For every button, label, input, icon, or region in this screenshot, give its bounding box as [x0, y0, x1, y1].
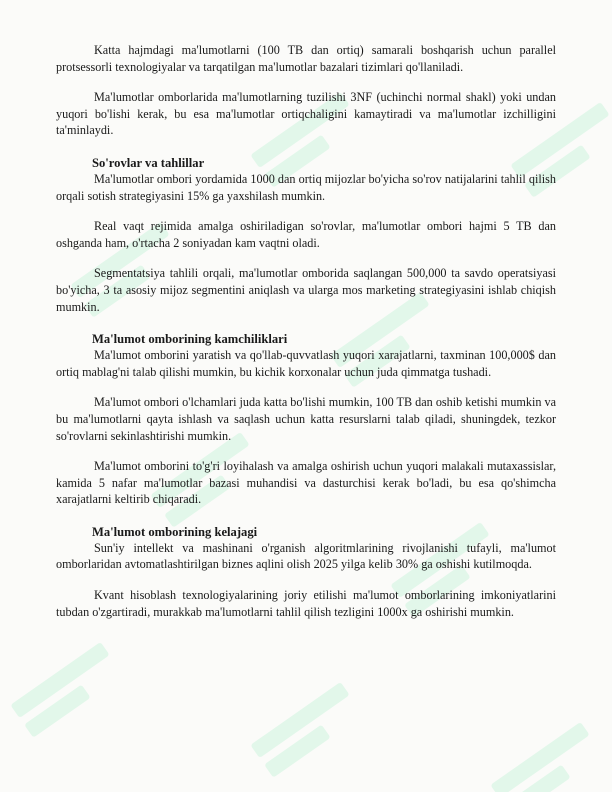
intro-paragraph: Katta hajmdagi ma'lumotlarni (100 TB dan ortiq) samarali boshqarish uchun parallel protsessorli texnologiyalar va tarqatilgan ma'lumotlar bazalari tizimlari qo'llaniladi.	[56, 43, 556, 74]
body-paragraph: Ma'lumot ombori o'lchamlari juda katta bo'lishi mumkin, 100 TB dan oshib ketishi mumkin va bu ma'lumotlarni qayta ishlash va saqlash uchun katta resurslarni talab qiladi, shuningdek, tezkor so'rovlarni sekinlashtirishi mumkin.	[56, 395, 556, 443]
body-paragraph: Ma'lumot omborini yaratish va qo'llab-quvvatlash yuqori xarajatlarni, taxminan 100,000$ dan ortiq mablag'ni talab qilishi mumkin, bu kichik korxonalar uchun juda qimmatga tushadi.	[56, 348, 556, 379]
section-heading: Ma'lumot omborining kamchiliklari	[92, 332, 288, 347]
watermark-mark	[10, 642, 123, 738]
section-heading: So'rovlar va tahlillar	[92, 155, 205, 170]
watermark-mark	[490, 722, 603, 792]
body-paragraph: Kvant hisoblash texnologiyalarining joriy etilishi ma'lumot omborlarining imkoniyatlarini tubdan o'zgartiradi, murakkab ma'lumotlarni tahlil qilish tezligini 1000x ga oshirishi mumkin.	[56, 588, 556, 619]
body-paragraph: Ma'lumotlar ombori yordamida 1000 dan ortiq mijozlar bo'yicha so'rov natijalarini tahlil qilish orqali sotish strategiyasini 15% ga yaxshilash mumkin.	[56, 171, 556, 203]
body-paragraph: Real vaqt rejimida amalga oshiriladigan so'rovlar, ma'lumotlar ombori hajmi 5 TB dan oshganda ham, o'rtacha 2 soniyadan kam vaqtni oladi.	[56, 219, 556, 250]
body-paragraph: Ma'lumot omborini to'g'ri loyihalash va amalga oshirish uchun yuqori malakali mutaxassislar, kamida 5 nafar ma'lumotlar bazasi muhandisi va dasturchisi kerak bo'ladi, bu esa qo'shimcha xarajatlarni keltirib chiqaradi.	[56, 459, 556, 507]
body-paragraph: Segmentatsiya tahlili orqali, ma'lumotlar omborida saqlangan 500,000 ta savdo operatsiyasi bo'yicha, 3 ta asosiy mijoz segmentini aniqlash va ularga mos marketing strategiyasini ishlab chiqish mumkin.	[56, 266, 556, 314]
body-paragraph: Sun'iy intellekt va mashinani o'rganish algoritmlarining rivojlanishi tufayli, ma'lumot omborlaridan avtomatlashtirilgan biznes aqlini olish 2025 yilga kelib 30% ga oshishi kutilmoqda.	[56, 540, 556, 572]
intro-paragraph: Ma'lumotlar omborlarida ma'lumotlarning tuzilishi 3NF (uchinchi normal shakl) yoki undan yuqori bo'lishi kerak, bu esa ma'lumotlar ortiqchaligini kamaytiradi va ma'lumotlar izchilligini ta'minlaydi.	[56, 90, 556, 138]
watermark-mark	[250, 682, 363, 778]
section-heading: Ma'lumot omborining kelajagi	[92, 524, 258, 539]
